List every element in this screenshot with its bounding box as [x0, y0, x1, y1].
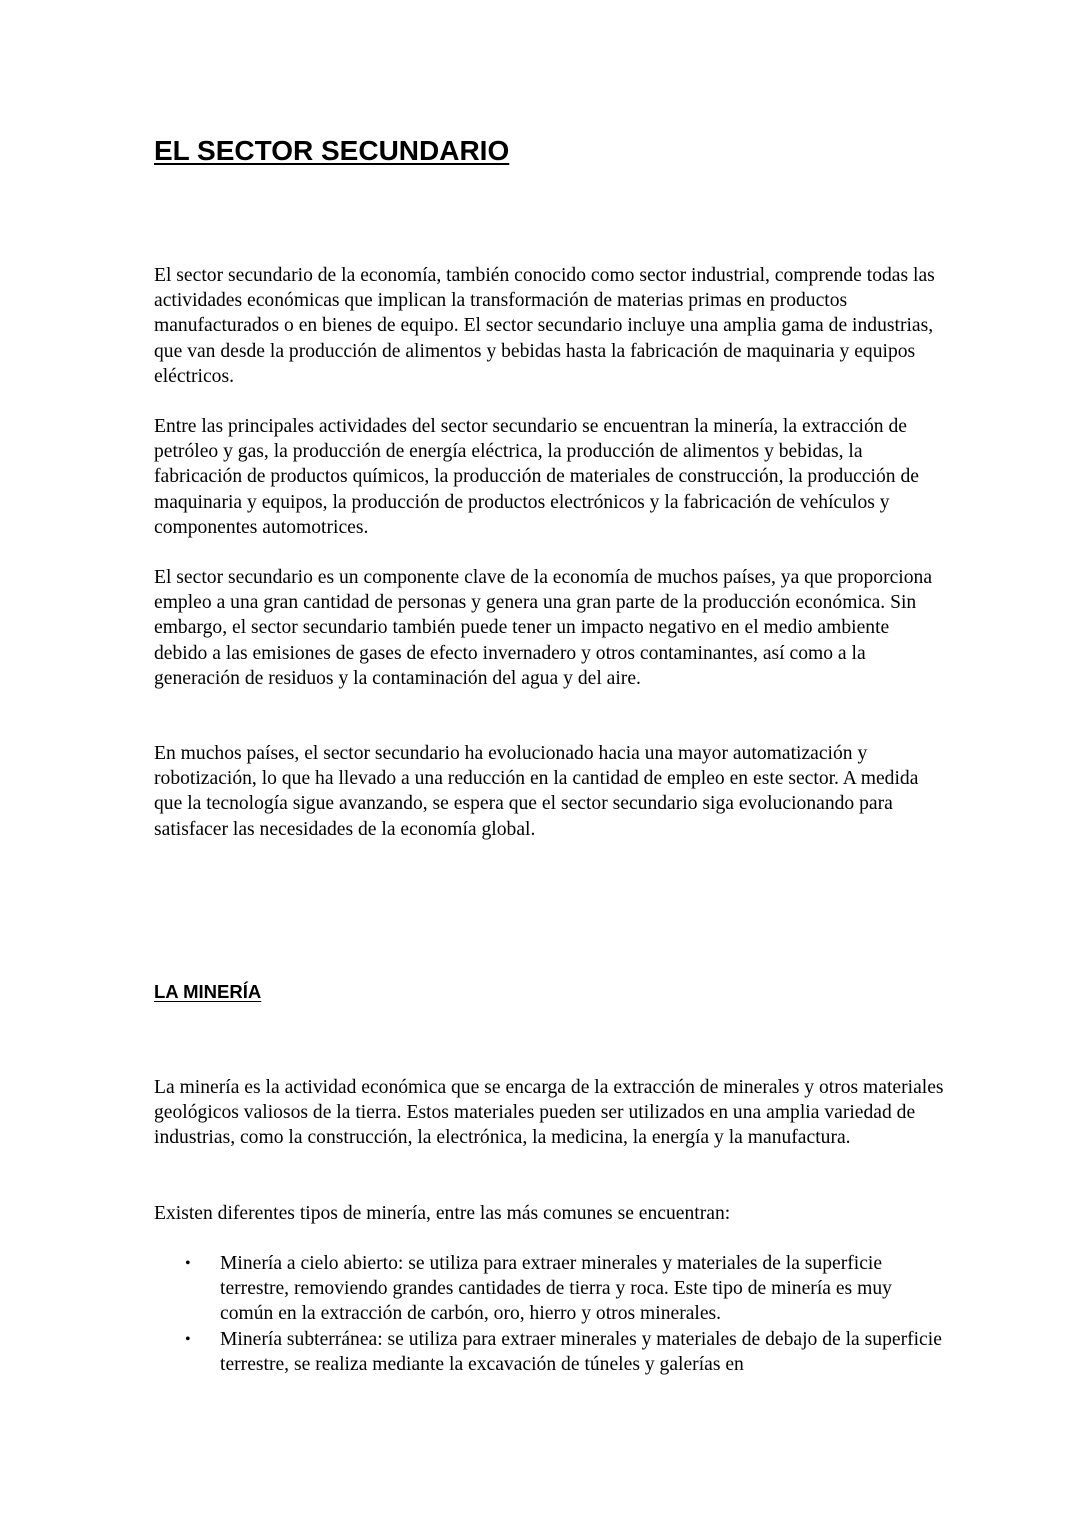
list-item-text: Minería subterránea: se utiliza para extraer minerales y materiales de debajo de la superficie terrestre, se realiza mediante la excavación de túneles y galerías en [220, 1328, 942, 1375]
page-title: EL SECTOR SECUNDARIO [154, 135, 510, 166]
mineria-paragraph-2: Existen diferentes tipos de minería, entre las más comunes se encuentran: [154, 1203, 731, 1224]
intro-paragraph-3: El sector secundario es un componente clave de la economía de muchos países, ya que proporciona empleo a una gran cantidad de personas y genera una gran parte de la producción económica. Sin embargo, el sector secundario también puede tener un impacto negativo en el medio ambiente debido a las emisiones de gases de efecto invernadero y otros contaminantes, así como a la generación de residuos y la contaminación del agua y del aire. [154, 567, 933, 689]
list-item [154, 1327, 944, 1377]
bullet-icon: • [185, 1330, 191, 1348]
mineria-paragraph-1: La minería es la actividad económica que se encarga de la extracción de minerales y otros materiales geológicos valiosos de la tierra. Estos materiales pueden ser utilizados en una amplia variedad de industrias, como la construcción, la electrónica, la medicina, la energía y la manufactura. [154, 1077, 944, 1149]
intro-paragraph-1: El sector secundario de la economía, también conocido como sector industrial, comprende todas las actividades económicas que implican la transformación de materias primas en productos manufacturados o en bienes de equipo. El sector secundario incluye una amplia gama de industrias, que van desde la producción de alimentos y bebidas hasta la fabricación de maquinaria y equipos eléctricos. [154, 265, 935, 387]
list-item-text: Minería a cielo abierto: se utiliza para extraer minerales y materiales de la superficie terrestre, removiendo grandes cantidades de tierra y roca. Este tipo de minería es muy común en la extracción de carbón, oro, hierro y otros minerales. [220, 1253, 892, 1325]
section-heading-mineria: LA MINERÍA [154, 981, 262, 1002]
intro-paragraph-2: Entre las principales actividades del sector secundario se encuentran la minería, la extracción de petróleo y gas, la producción de energía eléctrica, la producción de alimentos y bebidas, la fabricación de productos químicos, la producción de materiales de construcción, la producción de maquinaria y equipos, la producción de productos electrónicos y la fabricación de vehículos y componentes automotrices. [154, 416, 919, 538]
mining-types-list [154, 1251, 944, 1377]
intro-paragraph-4: En muchos países, el sector secundario ha evolucionado hacia una mayor automatización y robotización, lo que ha llevado a una reducción en la cantidad de empleo en este sector. A medida que la tecnología sigue avanzando, se espera que el sector secundario siga evolucionando para satisfacer las necesidades de la economía global. [154, 743, 919, 840]
list-item [154, 1251, 944, 1327]
bullet-icon: • [185, 1255, 191, 1272]
